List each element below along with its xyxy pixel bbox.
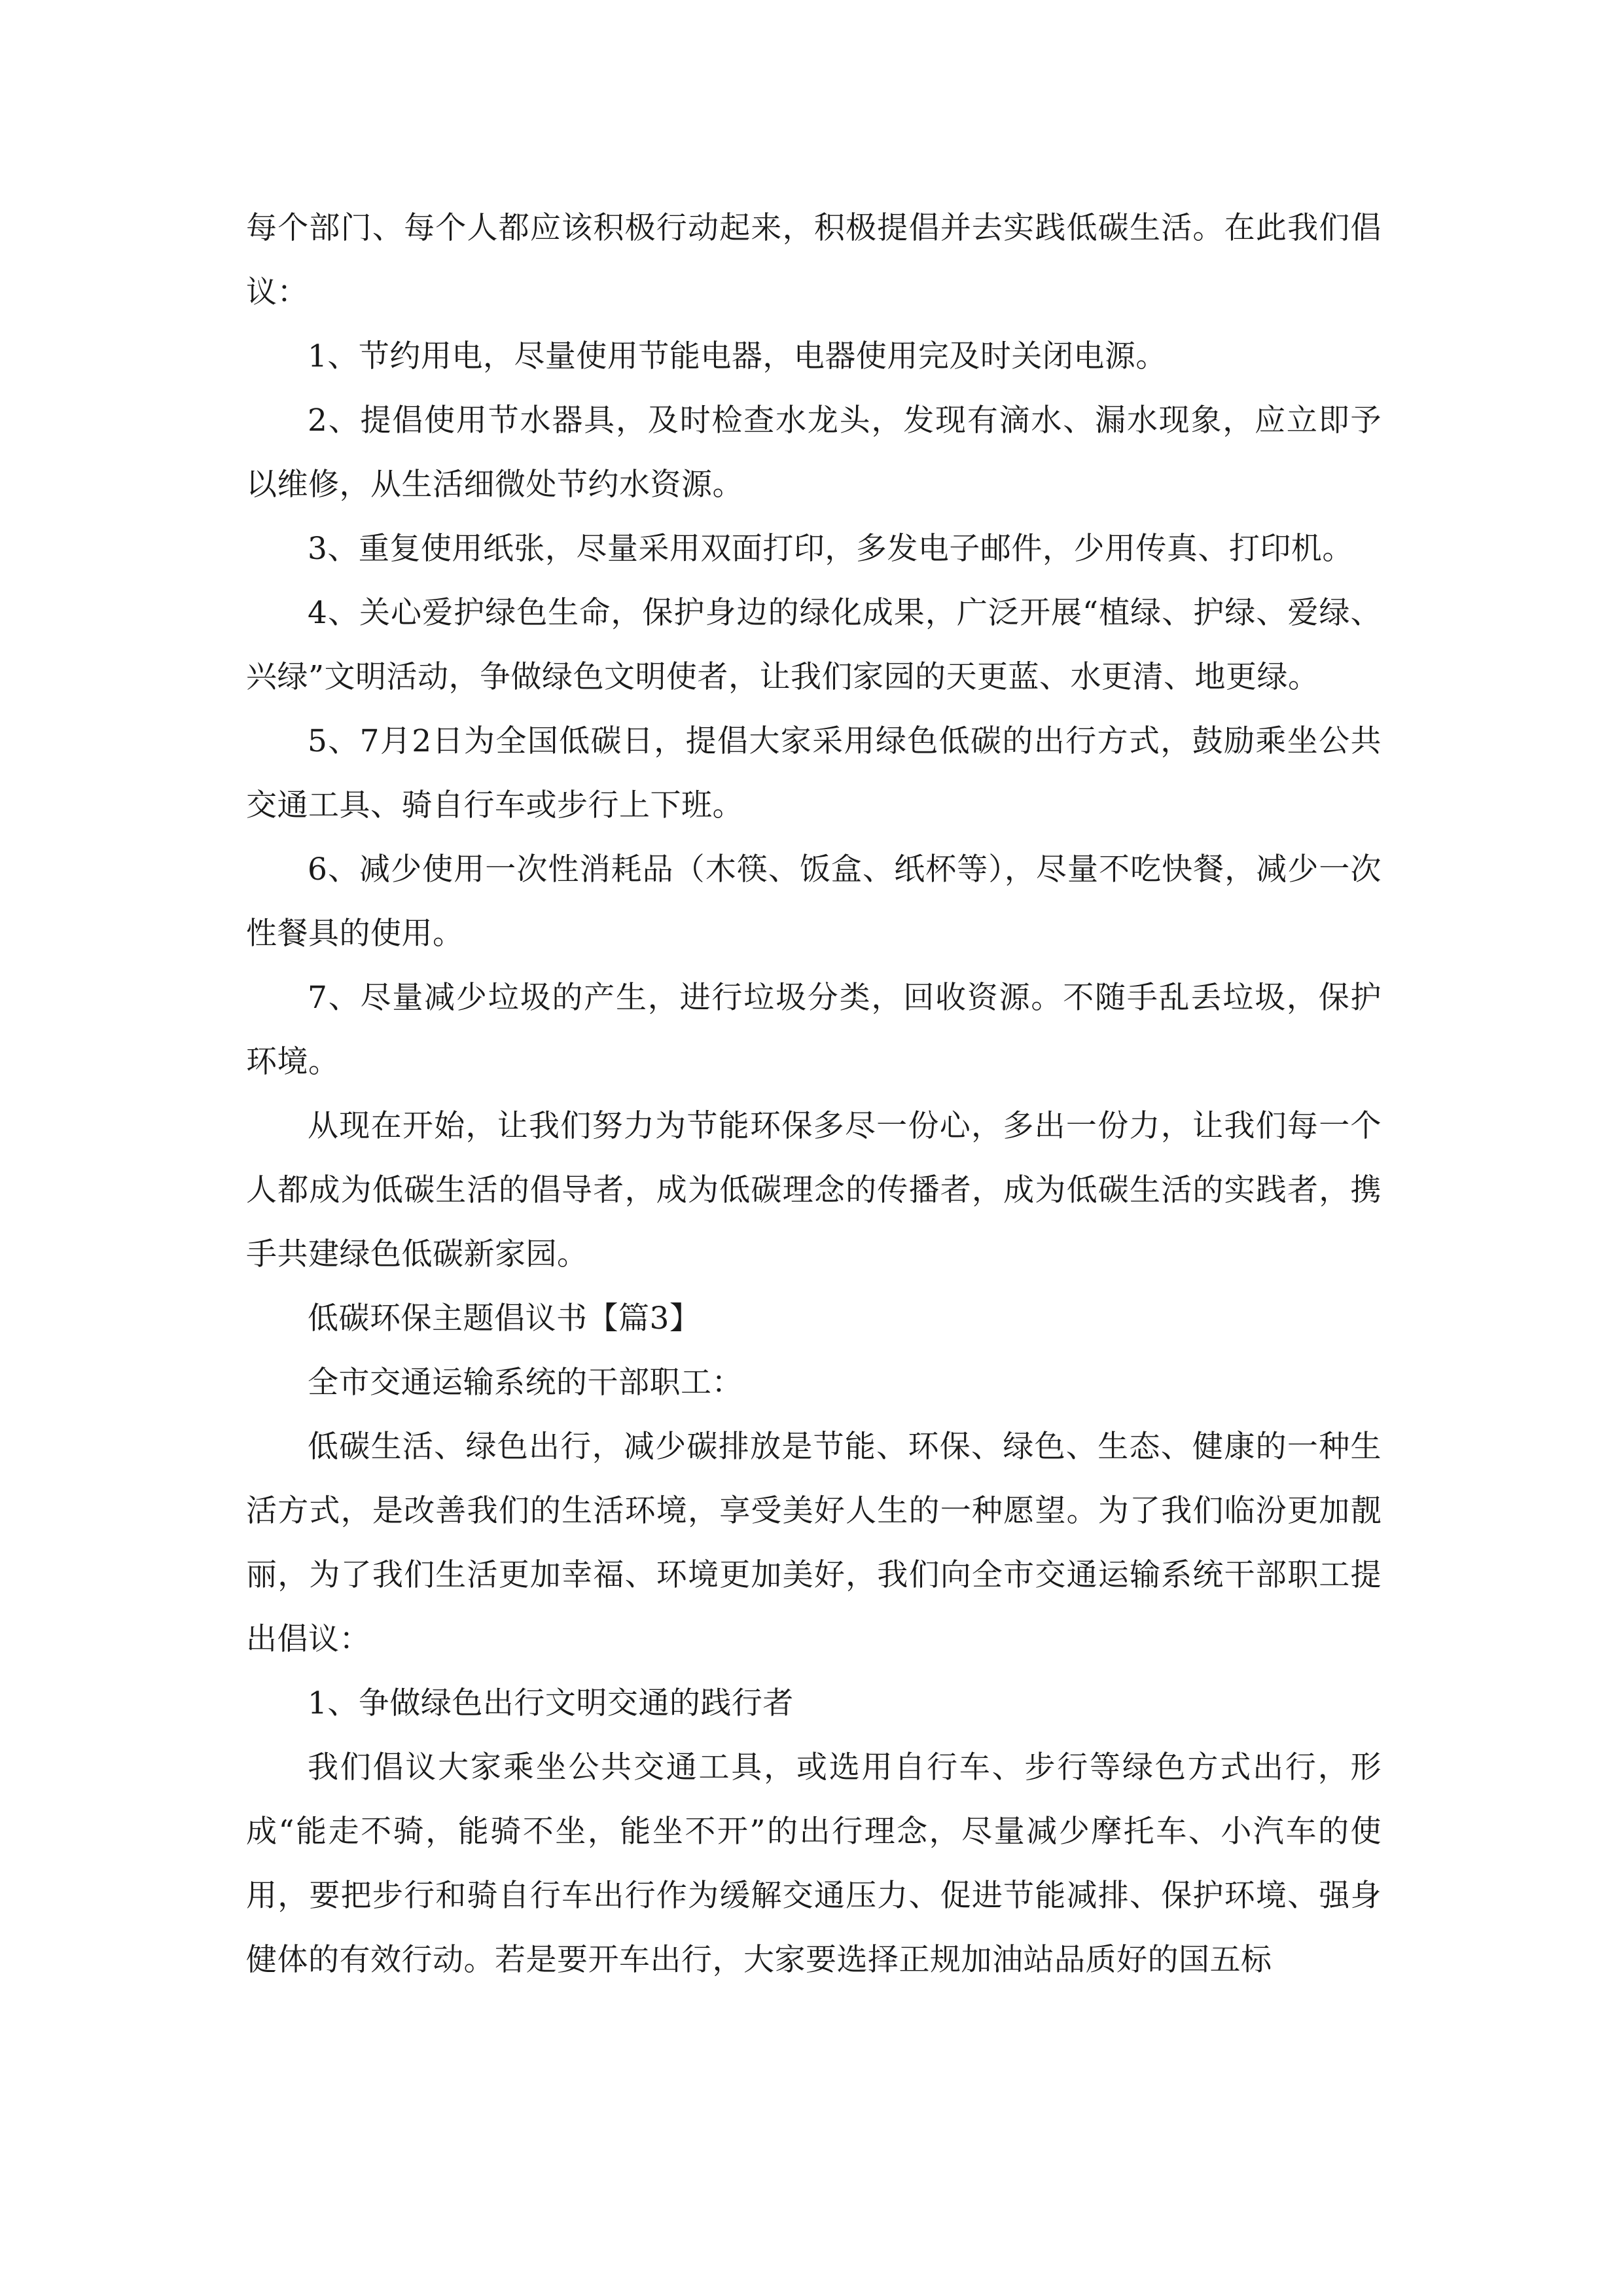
paragraph-item-7: 7、尽量减少垃圾的产生，进行垃圾分类，回收资源。不随手乱丢垃圾，保护环境。 bbox=[246, 980, 1382, 1080]
paragraph-item-5: 5、7月2日为全国低碳日，提倡大家采用绿色低碳的出行方式，鼓励乘坐公共交通工具、骑自行车或步行上下班。 bbox=[246, 723, 1382, 823]
section-title: 低碳环保主题倡议书【篇3】 bbox=[308, 1300, 701, 1336]
salutation: 全市交通运输系统的干部职工： bbox=[308, 1365, 743, 1401]
paragraph-item-3: 3、重复使用纸张，尽量采用双面打印，多发电子邮件，少用传真、打印机。 bbox=[308, 531, 1353, 567]
paragraph-item-1-body: 我们倡议大家乘坐公共交通工具，或选用自行车、步行等绿色方式出行，形成“能走不骑，能骑不坐，能坐不开”的出行理念，尽量减少摩托车、小汽车的使用，要把步行和骑自行车出行作为缓解交通压力、促进节能减排、保护环境、强身健体的有效行动。若是要开车出行，大家要选择正规加油站品质好的国五标 bbox=[246, 1749, 1382, 1978]
paragraph-closing: 从现在开始，让我们努力为节能环保多尽一份心，多出一份力，让我们每一个人都成为低碳生活的倡导者，成为低碳理念的传播者，成为低碳生活的实践者，携手共建绿色低碳新家园。 bbox=[246, 1108, 1382, 1272]
paragraph-intro: 每个部门、每个人都应该积极行动起来，积极提倡并去实践低碳生活。在此我们倡议： bbox=[246, 210, 1382, 310]
paragraph-item-6: 6、减少使用一次性消耗品（木筷、饭盒、纸杯等），尽量不吃快餐，减少一次性餐具的使用。 bbox=[246, 852, 1382, 952]
paragraph-item-4: 4、关心爱护绿色生命，保护身边的绿化成果，广泛开展“植绿、护绿、爱绿、兴绿”文明活动，争做绿色文明使者，让我们家园的天更蓝、水更清、地更绿。 bbox=[246, 595, 1382, 695]
subheading-item-1: 1、争做绿色出行文明交通的践行者 bbox=[308, 1685, 794, 1721]
paragraph-preamble: 低碳生活、绿色出行，减少碳排放是节能、环保、绿色、生态、健康的一种生活方式，是改善我们的生活环境，享受美好人生的一种愿望。为了我们临汾更加靓丽，为了我们生活更加幸福、环境更加美好，我们向全市交通运输系统干部职工提出倡议： bbox=[246, 1429, 1382, 1657]
document-body bbox=[246, 196, 1382, 1992]
paragraph-item-2: 2、提倡使用节水器具，及时检查水龙头，发现有滴水、漏水现象，应立即予以维修，从生活细微处节约水资源。 bbox=[246, 403, 1382, 503]
paragraph-item-1: 1、节约用电，尽量使用节能电器，电器使用完及时关闭电源。 bbox=[308, 338, 1167, 374]
